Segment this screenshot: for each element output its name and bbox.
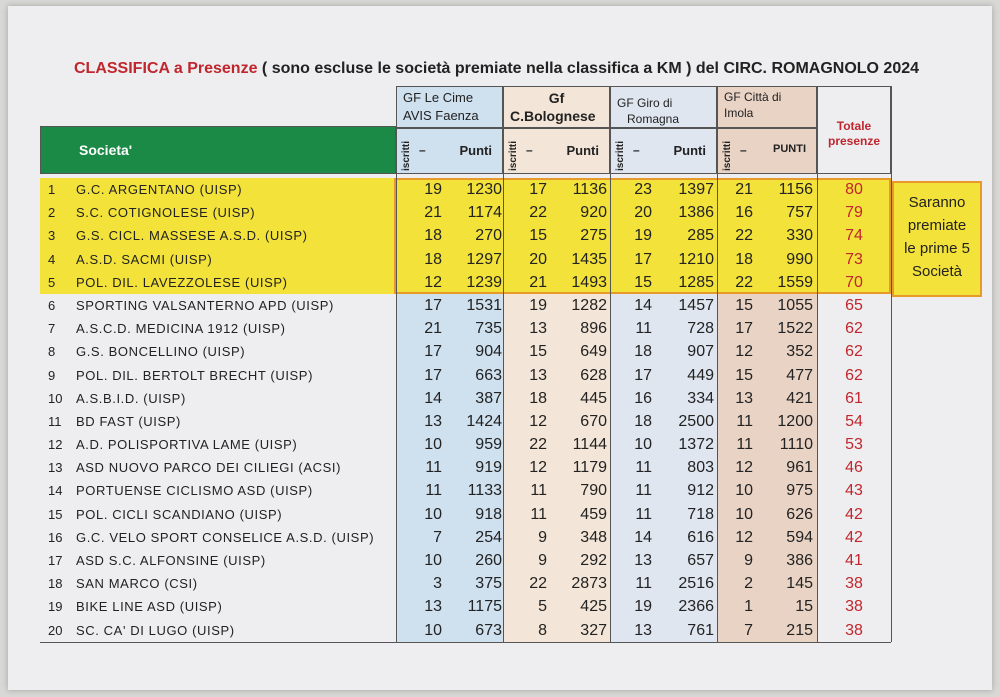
totale-presenze: 41 [845,552,863,569]
header-gf-citta-imola [717,86,817,128]
gf4-iscritti: 13 [735,389,753,407]
grid-line [40,642,891,643]
gf1-iscritti: 10 [424,436,442,454]
gf2-iscritti: 17 [529,181,547,198]
gf2-iscritti: 15 [529,343,547,361]
rank-number: 4 [48,251,56,267]
header-gf1-line1: GF Le Cime [403,90,474,105]
grid-line [817,86,818,642]
header-gf1-line2: AVIS Faenza [403,108,479,123]
gf4-punti: 990 [786,250,813,268]
gf4-punti: 1055 [777,296,813,314]
table-row [40,340,891,363]
subheader-gf4 [717,128,817,174]
gf4-punti: 352 [786,343,813,361]
subheader-punti: Punti [566,143,599,158]
gf3-iscritti: 14 [634,528,652,546]
gf2-iscritti: 20 [529,250,547,268]
gf1-iscritti: 21 [424,204,442,222]
team-name: A.S.D. SACMI (UISP) [76,251,213,267]
gf1-punti: 1531 [466,296,502,314]
gf4-punti: 1522 [777,320,813,338]
gf2-punti: 1136 [572,181,607,198]
gf1-iscritti: 3 [433,575,442,593]
gf1-iscritti: 13 [424,412,442,430]
gf1-punti: 673 [475,621,502,639]
gf1-punti: 904 [475,343,502,361]
subheader-punti: PUNTI [773,143,806,155]
totale-presenze: 80 [845,181,863,198]
totale-presenze: 65 [845,296,863,314]
gf1-iscritti: 17 [424,296,442,314]
gf4-punti: 975 [786,482,813,500]
totale-presenze: 42 [845,528,863,546]
gf3-iscritti: 17 [634,250,652,268]
gf2-punti: 1144 [572,436,607,454]
totale-presenze: 43 [845,482,863,500]
gf2-punti: 649 [580,343,607,361]
rank-number: 7 [48,321,56,337]
gf3-punti: 1457 [678,296,714,314]
gf1-iscritti: 14 [424,389,442,407]
totale-presenze: 38 [845,598,863,616]
rank-number: 8 [48,344,56,360]
totale-presenze: 62 [845,320,863,338]
table-row [40,572,891,595]
gf3-punti: 2366 [678,598,714,616]
totale-presenze: 73 [845,250,863,268]
gf4-iscritti: 9 [744,552,753,569]
rank-number: 16 [48,529,63,545]
gf2-punti: 1493 [571,273,607,291]
gf3-punti: 1397 [678,181,714,198]
gf4-iscritti: 2 [744,575,753,593]
header-totale-line1: Totale [836,119,872,133]
table-row [40,456,891,479]
gf3-punti: 334 [687,389,714,407]
gf3-punti: 1386 [678,204,714,222]
gf3-iscritti: 11 [635,482,652,500]
gf3-iscritti: 11 [635,320,652,338]
subheader-iscritti: iscritti [615,140,626,171]
gf4-iscritti: 15 [735,296,753,314]
rank-number: 11 [48,413,62,429]
gf4-iscritti: 12 [735,343,753,361]
rank-number: 2 [48,205,56,221]
gf2-iscritti: 22 [529,575,547,593]
subheader-dash: – [740,143,747,157]
gf1-iscritti: 10 [424,552,442,569]
gf2-iscritti: 22 [529,204,547,222]
gf3-iscritti: 19 [634,227,652,245]
team-name: G.C. VELO SPORT CONSELICE A.S.D. (UISP) [76,529,375,545]
gf2-punti: 1179 [572,459,607,477]
gf1-iscritti: 21 [424,320,442,338]
gf2-iscritti: 18 [529,389,547,407]
gf1-punti: 918 [475,505,502,523]
team-name: SAN MARCO (CSI) [76,576,198,592]
subheader-gf3 [610,128,717,174]
gf4-iscritti: 21 [735,181,753,198]
totale-presenze: 42 [845,505,863,523]
gf3-iscritti: 11 [635,505,652,523]
totale-presenze: 62 [845,366,863,384]
subheader-punti: Punti [459,143,492,158]
header-gf-bolognese [503,86,610,128]
gf2-iscritti: 19 [529,296,547,314]
gf3-iscritti: 11 [635,459,652,477]
gf2-punti: 628 [580,366,607,384]
gf1-iscritti: 12 [424,273,442,291]
table-row [40,619,891,642]
gf4-iscritti: 12 [735,528,753,546]
team-name: S.C. COTIGNOLESE (UISP) [76,205,256,221]
gf3-punti: 1210 [678,250,714,268]
rank-number: 19 [48,599,63,615]
gf1-punti: 735 [475,320,502,338]
gf2-punti: 920 [580,204,607,222]
team-name: PORTUENSE CICLISMO ASD (UISP) [76,483,313,499]
header-gf2-line1: Gf [548,90,565,106]
gf4-iscritti: 18 [735,250,753,268]
totale-presenze: 46 [845,459,863,477]
team-name: A.S.B.I.D. (UISP) [76,390,186,406]
gf4-iscritti: 17 [735,320,753,338]
rank-number: 13 [48,460,63,476]
gf3-punti: 907 [687,343,714,361]
gf3-punti: 1372 [678,436,714,454]
team-name: G.C. ARGENTANO (UISP) [76,182,243,197]
gf3-iscritti: 18 [634,343,652,361]
gf1-iscritti: 17 [424,343,442,361]
totale-presenze: 38 [845,575,863,593]
rank-number: 3 [48,228,56,244]
rank-number: 15 [48,506,63,522]
gf1-iscritti: 10 [424,621,442,639]
gf4-iscritti: 10 [735,505,753,523]
table-row [40,387,891,410]
gf4-punti: 961 [786,459,813,477]
gf1-punti: 260 [475,552,502,569]
gf1-punti: 1230 [466,181,502,198]
gf1-punti: 270 [475,227,502,245]
gf2-punti: 790 [580,482,607,500]
gf4-iscritti: 7 [744,621,753,639]
gf3-iscritti: 19 [634,598,652,616]
table-row [40,479,891,502]
gf2-iscritti: 11 [530,505,547,523]
gf4-punti: 215 [786,621,813,639]
team-name: A.S.C.D. MEDICINA 1912 (UISP) [76,321,286,337]
gf2-punti: 459 [580,505,607,523]
subheader-dash: – [419,143,426,157]
rank-number: 6 [48,297,56,313]
gf3-punti: 912 [687,482,714,500]
gf1-iscritti: 18 [424,250,442,268]
rank-number: 18 [48,576,63,592]
gf1-punti: 1424 [466,412,502,430]
gf1-punti: 959 [475,436,502,454]
gf4-punti: 594 [786,528,813,546]
header-societa: Societa' [40,126,396,174]
totale-presenze: 38 [845,621,863,639]
gf2-iscritti: 12 [529,412,547,430]
gf1-punti: 375 [475,575,502,593]
header-totale-presenze [817,86,891,174]
gf3-punti: 718 [687,505,714,523]
gf3-punti: 449 [687,366,714,384]
table-row [40,317,891,340]
gf3-punti: 2500 [678,412,714,430]
header-gf3-line1: GF Giro di [617,96,673,110]
team-name: BD FAST (UISP) [76,413,181,429]
gf3-iscritti: 13 [634,552,652,569]
table-row [40,549,891,572]
gf3-punti: 616 [687,528,714,546]
grid-line [891,86,892,642]
table-row [40,595,891,618]
header-gf3-line2: Romagna [627,112,680,126]
rank-number: 9 [48,367,56,383]
team-name: BIKE LINE ASD (UISP) [76,599,223,615]
rank-number: 5 [48,274,56,290]
gf2-punti: 1435 [571,250,607,268]
gf2-iscritti: 5 [538,598,547,616]
gf2-punti: 445 [580,389,607,407]
gf1-punti: 919 [475,459,502,477]
totale-presenze: 54 [845,412,863,430]
gf2-punti: 425 [580,598,607,616]
gf4-punti: 330 [786,227,813,245]
gf2-iscritti: 13 [529,366,547,384]
team-name: POL. DIL. BERTOLT BRECHT (UISP) [76,367,314,383]
gf1-punti: 387 [475,389,502,407]
header-gf4-line2: Imola [724,106,754,120]
gf2-iscritti: 8 [538,621,547,639]
title-rest: ( sono escluse le società premiate nella classifica a KM ) del CIRC. ROMAGNOLO 2024 [257,60,920,77]
header-totale-line2: presenze [827,134,881,148]
table-row [40,294,891,317]
gf3-iscritti: 16 [634,389,652,407]
header-gf2-line2: C.Bolognese [510,108,596,124]
totale-presenze: 61 [845,389,863,407]
gf1-punti: 1297 [466,250,502,268]
team-name: POL. CICLI SCANDIANO (UISP) [76,506,283,522]
gf3-iscritti: 20 [634,204,652,222]
gf1-iscritti: 18 [424,227,442,245]
gf1-iscritti: 11 [425,459,442,477]
gf1-punti: 1175 [467,598,502,616]
subheader-iscritti: iscritti [508,140,519,171]
gf1-iscritti: 7 [433,528,442,546]
gf2-punti: 275 [580,227,607,245]
subheader-iscritti: iscritti [401,140,412,171]
gf4-punti: 477 [786,366,813,384]
gf3-punti: 2516 [678,575,714,593]
gf3-punti: 803 [687,459,714,477]
gf1-punti: 254 [475,528,502,546]
gf2-iscritti: 9 [538,552,547,569]
gf3-iscritti: 14 [634,296,652,314]
team-name: ASD NUOVO PARCO DEI CILIEGI (ACSI) [76,460,342,476]
table-row [40,503,891,526]
gf3-punti: 285 [687,227,714,245]
gf4-iscritti: 22 [735,273,753,291]
rank-number: 17 [48,553,63,568]
gf2-iscritti: 9 [538,528,547,546]
grid-line [396,86,397,642]
note-line: le prime 5 [904,240,970,257]
subheader-gf2 [503,128,610,174]
gf2-iscritti: 12 [529,459,547,477]
top5-note [892,181,982,297]
gf3-iscritti: 15 [634,273,652,291]
header-gf4-line1: GF Città di [724,90,782,104]
header-gf-le-cime [396,86,503,128]
gf3-iscritti: 10 [634,436,652,454]
gf4-punti: 15 [795,598,813,616]
rank-number: 12 [48,437,63,453]
grid-line [503,86,504,642]
team-name: A.D. POLISPORTIVA LAME (UISP) [76,437,298,453]
subheader-dash: – [633,143,640,157]
table-row [40,364,891,387]
gf2-punti: 327 [580,621,607,639]
rank-number: 20 [48,622,63,638]
subheader-gf1 [396,128,503,174]
gf2-punti: 896 [580,320,607,338]
gf4-iscritti: 11 [736,436,753,454]
gf2-iscritti: 11 [530,482,547,500]
totale-presenze: 62 [845,343,863,361]
gf1-iscritti: 17 [424,366,442,384]
gf3-punti: 761 [687,621,714,639]
table-row [40,433,891,456]
gf3-punti: 728 [687,320,714,338]
title-highlight: CLASSIFICA a Presenze [74,60,258,77]
gf1-iscritti: 11 [425,482,442,500]
team-name: G.S. CICL. MASSESE A.S.D. (UISP) [76,228,308,244]
gf1-punti: 1239 [466,273,502,291]
gf3-punti: 657 [687,552,714,569]
gf2-iscritti: 22 [529,436,547,454]
gf4-iscritti: 16 [735,204,753,222]
rank-number: 1 [48,182,56,197]
gf1-iscritti: 13 [424,598,442,616]
gf4-iscritti: 12 [735,459,753,477]
gf4-punti: 421 [786,389,813,407]
gf1-punti: 1133 [467,482,502,500]
gf4-punti: 626 [786,505,813,523]
gf2-punti: 670 [580,412,607,430]
gf4-punti: 386 [786,552,813,569]
gf1-punti: 1174 [467,204,502,222]
gf4-punti: 1559 [777,273,813,291]
gf4-punti: 757 [786,204,813,222]
team-name: ASD S.C. ALFONSINE (UISP) [76,553,266,568]
gf1-iscritti: 10 [424,505,442,523]
gf2-iscritti: 13 [529,320,547,338]
subheader-punti: Punti [673,143,706,158]
gf3-iscritti: 23 [634,181,652,198]
totale-presenze: 53 [845,436,863,454]
gf4-punti: 1110 [779,436,813,454]
note-line: Società [911,263,963,280]
gf4-iscritti: 10 [735,482,753,500]
header-gf-giro-romagna [610,86,717,128]
subheader-dash: – [526,143,533,157]
gf2-punti: 348 [580,528,607,546]
gf1-punti: 663 [475,366,502,384]
gf3-iscritti: 13 [634,621,652,639]
grid-line [610,86,611,642]
table-row [40,526,891,549]
gf4-iscritti: 15 [735,366,753,384]
grid-line [717,86,718,642]
gf4-iscritti: 22 [735,227,753,245]
team-name: G.S. BONCELLINO (UISP) [76,344,246,360]
table-row [40,410,891,433]
team-name: POL. DIL. LAVEZZOLESE (UISP) [76,274,288,290]
gf4-punti: 145 [786,575,813,593]
gf2-iscritti: 21 [529,273,547,291]
subheader-iscritti: iscritti [722,140,733,171]
page-title [74,60,974,78]
gf4-punti: 1200 [777,412,813,430]
gf4-iscritti: 11 [736,412,753,430]
gf3-iscritti: 11 [635,575,652,593]
gf1-iscritti: 19 [424,181,442,198]
gf4-iscritti: 1 [744,598,753,616]
gf2-punti: 1282 [571,296,607,314]
gf3-punti: 1285 [678,273,714,291]
gf4-punti: 1156 [778,181,813,198]
gf2-punti: 292 [580,552,607,569]
gf2-punti: 2873 [571,575,607,593]
rank-number: 14 [48,483,63,499]
gf3-iscritti: 18 [634,412,652,430]
gf3-iscritti: 17 [634,366,652,384]
totale-presenze: 70 [845,273,863,291]
note-line: Saranno [908,194,966,211]
totale-presenze: 79 [845,204,863,222]
note-line: premiate [907,217,967,234]
team-name: SC. CA' DI LUGO (UISP) [76,622,235,638]
team-name: SPORTING VALSANTERNO APD (UISP) [76,297,334,313]
gf2-iscritti: 15 [529,227,547,245]
rank-number: 10 [48,390,63,406]
totale-presenze: 74 [845,227,863,245]
